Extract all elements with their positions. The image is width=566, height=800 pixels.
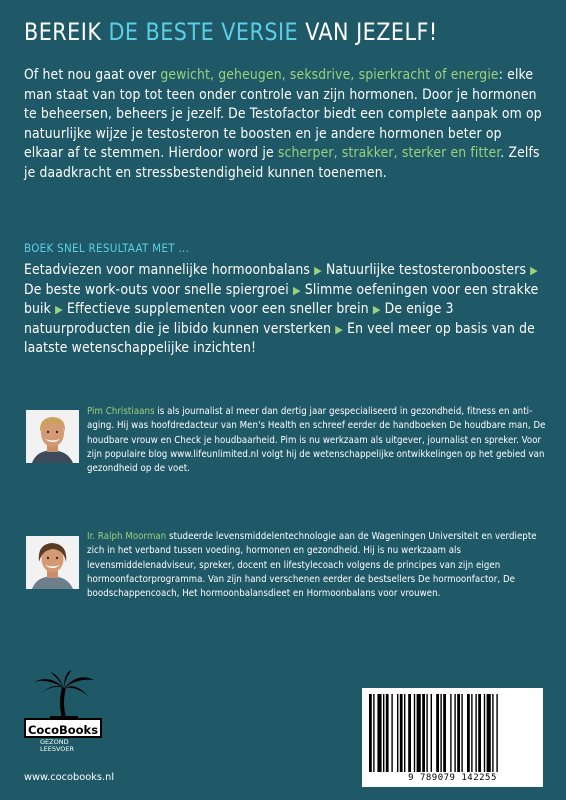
barcode-bar: [391, 694, 392, 772]
barcode-bar: [422, 694, 425, 772]
barcode: [362, 688, 543, 787]
author-bio-text: studeerde levensmiddelentechnologie aan de Wageningen Universiteit en verdiepte zich in het verband tussen voeding, hormonen en gezondheid. Hij is nu werkzaam als levensmiddelenadviseur, spreker, docent en lifestylecoach volgens de principes van zijn eigen hormoonfactorprogramma. Van zijn hand verschenen eerder de bestsellers De hormoonfactor, De boodschappencoach, Het hormoonbalansdieet en Hormoonbalans voor vrouwen.: [87, 531, 537, 600]
barcode-bar: [450, 694, 451, 772]
barcode-bar: [417, 694, 421, 772]
intro-highlight-1: gewicht, geheugen, seksdrive, spierkracht of energie: [160, 67, 499, 83]
barcode-bar: [400, 694, 403, 772]
barcode-bar: [373, 694, 374, 772]
barcode-bar: [454, 694, 455, 772]
barcode-bar: [457, 694, 460, 772]
triangle-bullet-icon: ▶: [335, 322, 344, 336]
publisher-logo: [20, 668, 106, 764]
triangle-bullet-icon: ▶: [314, 264, 322, 277]
triangle-bullet-icon: ▶: [293, 283, 301, 297]
barcode-bar: [467, 694, 470, 772]
barcode-bar: [414, 694, 415, 772]
barcode-bar: [475, 694, 476, 772]
headline-accent: DE BESTE VERSIE: [108, 18, 299, 46]
author-photo-ralph: [26, 536, 79, 589]
barcode-bar: [369, 694, 372, 772]
barcode-bar: [408, 694, 411, 772]
barcode-bar: [443, 694, 446, 772]
barcode-bar: [471, 694, 472, 772]
results-heading: BOEK SNEL RESULTAAT MET ...: [24, 241, 190, 255]
list-item: De beste work-outs voor snelle spiergroei: [24, 281, 289, 298]
list-item: Eetadviezen voor mannelijke hormoonbalans: [24, 262, 310, 278]
barcode-bar: [478, 694, 481, 772]
publisher-url: www.cocobooks.nl: [24, 772, 115, 783]
isbn-number: 9 789079 142255: [408, 773, 497, 783]
intro-text-3: . Zelfs je daadkracht en stressbestendigheid kunnen toenemen.: [24, 145, 540, 181]
author-bio-ralph: [87, 530, 547, 601]
results-list: [24, 261, 544, 359]
barcode-bar: [440, 694, 441, 772]
intro-text-2: : elke man staat van top tot teen onder controle van zijn hormonen. Door je hormonen te beheersen, beheers je jezelf. De Testofactor biedt een complete aanpak om op natuurlijke wijze je testosteron te boosten en je andere hormonen beter op elkaar af te stemmen. Hierdoor word je: [24, 67, 542, 161]
barcode-bar: [487, 694, 491, 772]
intro-paragraph: [24, 66, 544, 183]
barcode-bar: [426, 694, 427, 772]
barcode-bar: [397, 694, 398, 772]
list-item: Slimme oefeningen voor een strakke buik: [24, 281, 539, 317]
barcode-bar: [431, 694, 432, 772]
barcode-bar: [436, 694, 439, 772]
intro-text-1: Of het nou gaat over: [24, 67, 161, 83]
barcode-bar: [404, 694, 405, 772]
list-item: De enige 3 natuurproducten die je libido kunnen versterken: [24, 301, 454, 337]
list-item: Natuurlijke testosteronboosters: [325, 262, 527, 278]
barcode-bar: [386, 694, 389, 772]
intro-highlight-2: scherper, strakker, sterker en fitter: [277, 145, 501, 161]
barcode-bar: [484, 694, 485, 772]
barcode-bar: [461, 694, 462, 772]
list-item: En veel meer op basis van de laatste wetenschappelijke inzichten!: [24, 320, 535, 356]
barcode-bar: [496, 694, 497, 772]
author-name: Pim Christiaans: [87, 406, 155, 417]
barcode-bar: [492, 694, 493, 772]
author-photo-pim: [26, 410, 79, 463]
barcode-bar: [377, 694, 381, 772]
author-name: Ir. Ralph Moorman: [87, 531, 167, 542]
headline: [24, 18, 438, 46]
palm-tree-icon: [20, 668, 106, 720]
author-bio-pim: [87, 405, 547, 476]
barcode-bar: [383, 694, 384, 772]
author-bio-text: is als journalist al meer dan dertig jaar gespecialiseerd in gezondheid, fitness en anti-aging. Hij was hoofdredacteur van Men's Health en schreef eerder de handboeken De houdbare man, De houdbare vrouw en Check je houdbaarheid. Pim is nu werkzaam als uitgever, journalist en spreker. Voor zijn populaire blog www.lifeunlimited.nl volgt hij de wetenschappelijke ontwikkelingen op het gebied van gezondheid op de voet.: [87, 406, 546, 475]
headline-part1: BEREIK: [24, 18, 109, 46]
barcode-bars: [369, 694, 536, 772]
triangle-bullet-icon: ▶: [530, 264, 538, 277]
publisher-tagline: GEZOND LEESVOER: [40, 738, 75, 754]
list-item: Effectieve supplementen voor een sneller brein: [66, 301, 369, 317]
triangle-bullet-icon: ▶: [55, 303, 63, 316]
publisher-logo-text: CocoBooks: [24, 718, 102, 738]
headline-part2: VAN JEZELF!: [298, 18, 438, 46]
triangle-bullet-icon: ▶: [372, 303, 381, 316]
